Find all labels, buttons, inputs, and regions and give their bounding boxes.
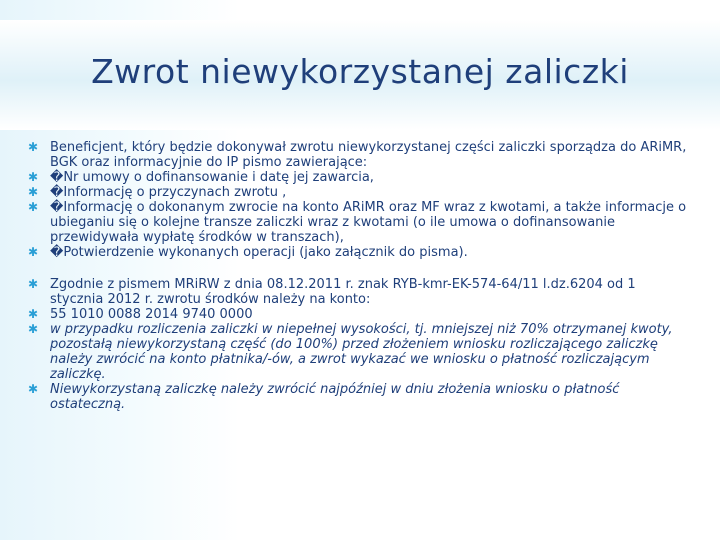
bullet-item: [28, 245, 690, 260]
bullet-item: [28, 277, 690, 307]
bullet-text: Zgodnie z pismem MRiRW z dnia 08.12.2011 r. znak RYB-kmr-EK-574-64/11 l.dz.6204 od 1 stycznia 2012 r. zwrotu środków należy na konto:: [50, 277, 636, 307]
bullet-text: �Nr umowy o dofinansowanie i datę jej zawarcia,: [50, 170, 374, 185]
slide-content: [28, 140, 690, 412]
asterisk-bullet-icon: ✱: [28, 170, 39, 184]
slide-title: Zwrot niewykorzystanej zaliczki: [91, 52, 629, 91]
bullet-text: Beneficjent, który będzie dokonywał zwrotu niewykorzystanej części zaliczki sporządza do ARiMR, BGK oraz informacyjnie do IP pismo zawierające:: [50, 140, 687, 170]
asterisk-bullet-icon: ✱: [28, 200, 39, 214]
asterisk-bullet-icon: ✱: [28, 307, 39, 321]
bullet-text: �Potwierdzenie wykonanych operacji (jako załącznik do pisma).: [50, 245, 468, 260]
bullet-text: Niewykorzystaną zaliczkę należy zwrócić najpóźniej w dniu złożenia wniosku o płatność ostateczną.: [50, 382, 620, 412]
bullet-text: w przypadku rozliczenia zaliczki w niepełnej wysokości, tj. mniejszej niż 70% otrzymanej kwoty, pozostałą niewykorzystaną część (do 100%) przed złożeniem wniosku rozliczającego zaliczkę należy zwrócić na konto płatnika/-ów, a zwrot wykazać we wniosku o płatność rozliczającym zaliczkę.: [50, 322, 673, 382]
bullet-item: [28, 382, 690, 412]
bullet-text: �Informację o przyczynach zwrotu ,: [50, 185, 287, 200]
asterisk-bullet-icon: ✱: [28, 245, 39, 259]
bullet-item: [28, 170, 690, 185]
bullet-item: [28, 307, 690, 322]
bullet-item: [28, 200, 690, 245]
bullet-text: �Informację o dokonanym zwrocie na konto ARiMR oraz MF wraz z kwotami, a także informacje o ubieganiu się o kolejne transze zaliczki wraz z kwotami (o ile umowa o dofinansowanie przewidywała wypłatę środków w transzach),: [50, 200, 687, 245]
bullet-item: [28, 185, 690, 200]
bullet-item: [28, 140, 690, 170]
asterisk-bullet-icon: ✱: [28, 140, 39, 154]
asterisk-bullet-icon: ✱: [28, 322, 39, 336]
bullet-item: [28, 322, 690, 382]
account-number-text: 55 1010 0088 2014 9740 0000: [50, 307, 253, 322]
asterisk-bullet-icon: ✱: [28, 382, 39, 396]
asterisk-bullet-icon: ✱: [28, 185, 39, 199]
group-spacer: [28, 260, 690, 277]
asterisk-bullet-icon: ✱: [28, 277, 39, 291]
